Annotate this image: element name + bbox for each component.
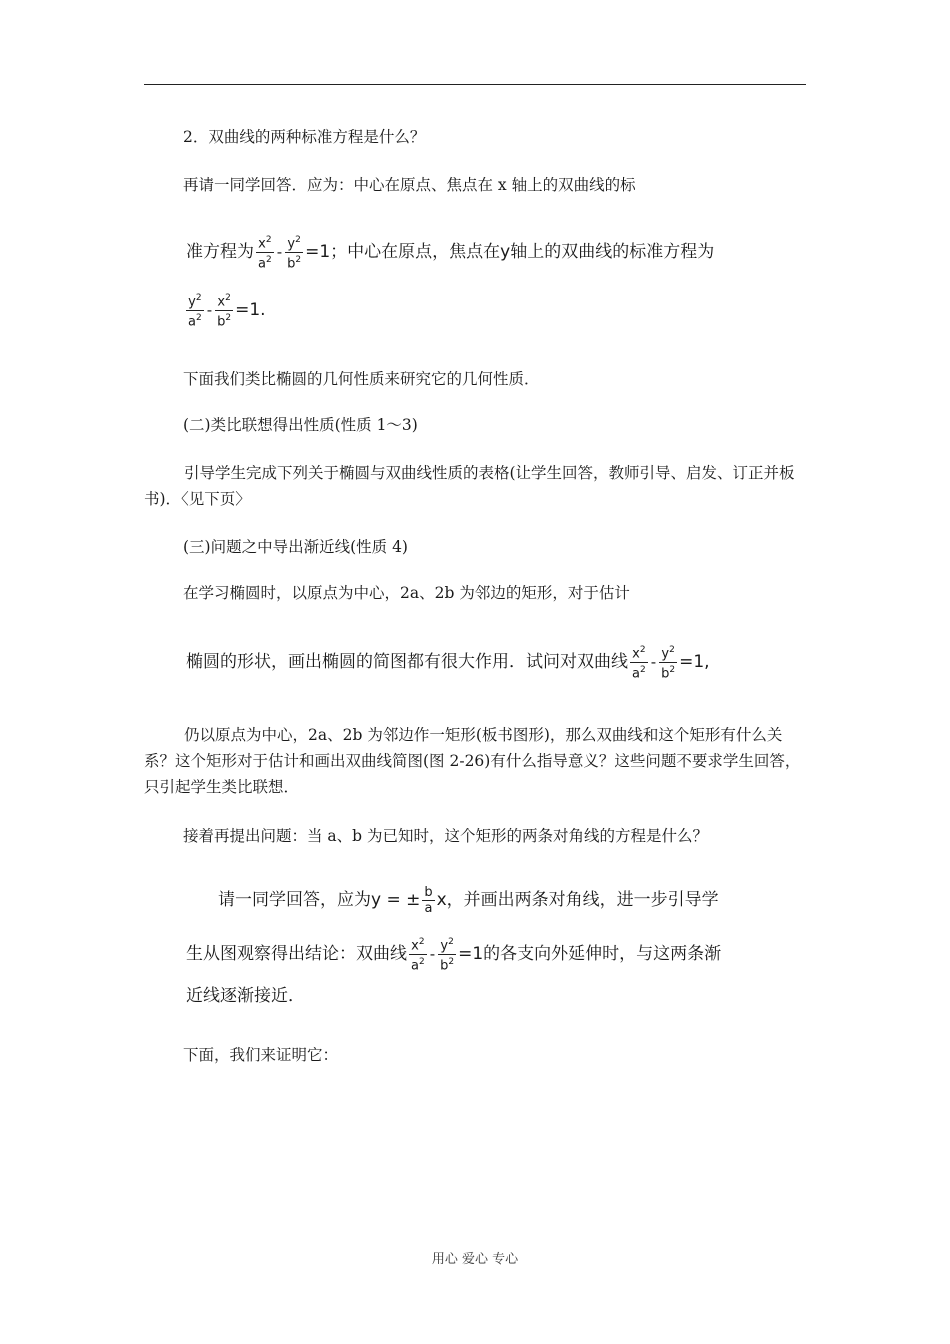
ellipse-line-2: 椭圆的形状，画出椭圆的简图都有很大作用．试问对双曲线 $\frac{x^2}{a^2}$ - $\frac{y^2}{b^2}$ =1,	[186, 645, 710, 681]
fraction-y2-b2: $\frac{y^2}{b^2}$	[661, 645, 676, 681]
fraction-x2-a2: $\frac{x^2}{a^2}$	[632, 645, 646, 681]
ellipse-intro: 在学习椭圆时，以原点为中心，2a、2b 为邻边的矩形，对于估计	[183, 584, 630, 602]
standard-equation-line-2: $\frac{y^2}{a^2}$ - $\frac{x^2}{b^2}$ =1.	[188, 293, 266, 329]
fraction-y2-a2: $\frac{y^2}{a^2}$	[188, 293, 202, 329]
fraction-y2-b2: $\frac{y^2}{b^2}$	[287, 235, 302, 271]
question-2: 2．双曲线的两种标准方程是什么？	[183, 128, 426, 146]
conclusion-line: 生从图观察得出结论：双曲线 $\frac{x^2}{a^2}$ - $\frac{y^2}{b^2}$ =1的各支向外延伸时，与这两条渐	[186, 937, 722, 973]
asymptote-reply: 请一同学回答，应为y = ± $\frac{b}{a}$ x，并画出两条对角线，进一步引导学	[218, 884, 719, 916]
proof-intro: 下面，我们来证明它：	[183, 1046, 339, 1064]
fraction-x2-a2: $\frac{x^2}{a^2}$	[258, 235, 272, 271]
answer-intro: 再请一同学回答．应为：中心在原点、焦点在 x 轴上的双曲线的标	[183, 176, 636, 194]
rectangle-paragraph: 仍以原点为中心，2a、2b 为邻边作一矩形(板书图形)，那么双曲线和这个矩形有什么关系？这个矩形对于估计和画出双曲线简图(图 2-26)有什么指导意义？这些问题不要求学生回答，只引起学生类比联想．	[144, 726, 801, 796]
equation-continuation: =1；中心在原点，焦点在y轴上的双曲线的标准方程为	[305, 242, 715, 262]
section-3-heading: (三)问题之中导出渐近线(性质 4)	[183, 538, 408, 556]
equation-label: 准方程为	[186, 242, 254, 262]
fraction-y2-b2: $\frac{y^2}{b^2}$	[440, 937, 455, 973]
fraction-x2-b2: $\frac{x^2}{b^2}$	[217, 293, 232, 329]
guide-paragraph: 引导学生完成下列关于椭圆与双曲线性质的表格(让学生回答，教师引导、启发、订正并板书)．〈见下页〉	[144, 464, 795, 508]
conclusion-end: 近线逐渐接近．	[186, 986, 305, 1006]
fraction-b-over-a: $\frac{b}{a}$	[424, 884, 433, 916]
page-footer: 用心 爱心 专心	[431, 1252, 519, 1267]
section-2-heading: (二)类比联想得出性质(性质 1～3)	[183, 416, 418, 434]
fraction-x2-a2: $\frac{x^2}{a^2}$	[411, 937, 425, 973]
next-question: 接着再提出问题：当 a、b 为已知时，这个矩形的两条对角线的方程是什么？	[183, 827, 709, 845]
analogy-sentence: 下面我们类比椭圆的几何性质来研究它的几何性质．	[183, 370, 540, 388]
header-rule	[144, 84, 806, 85]
standard-equation-line-1: 准方程为 $\frac{x^2}{a^2}$ - $\frac{y^2}{b^2}$ =1；中心在原点，焦点在y轴上的双曲线的标准方程为	[186, 235, 715, 271]
